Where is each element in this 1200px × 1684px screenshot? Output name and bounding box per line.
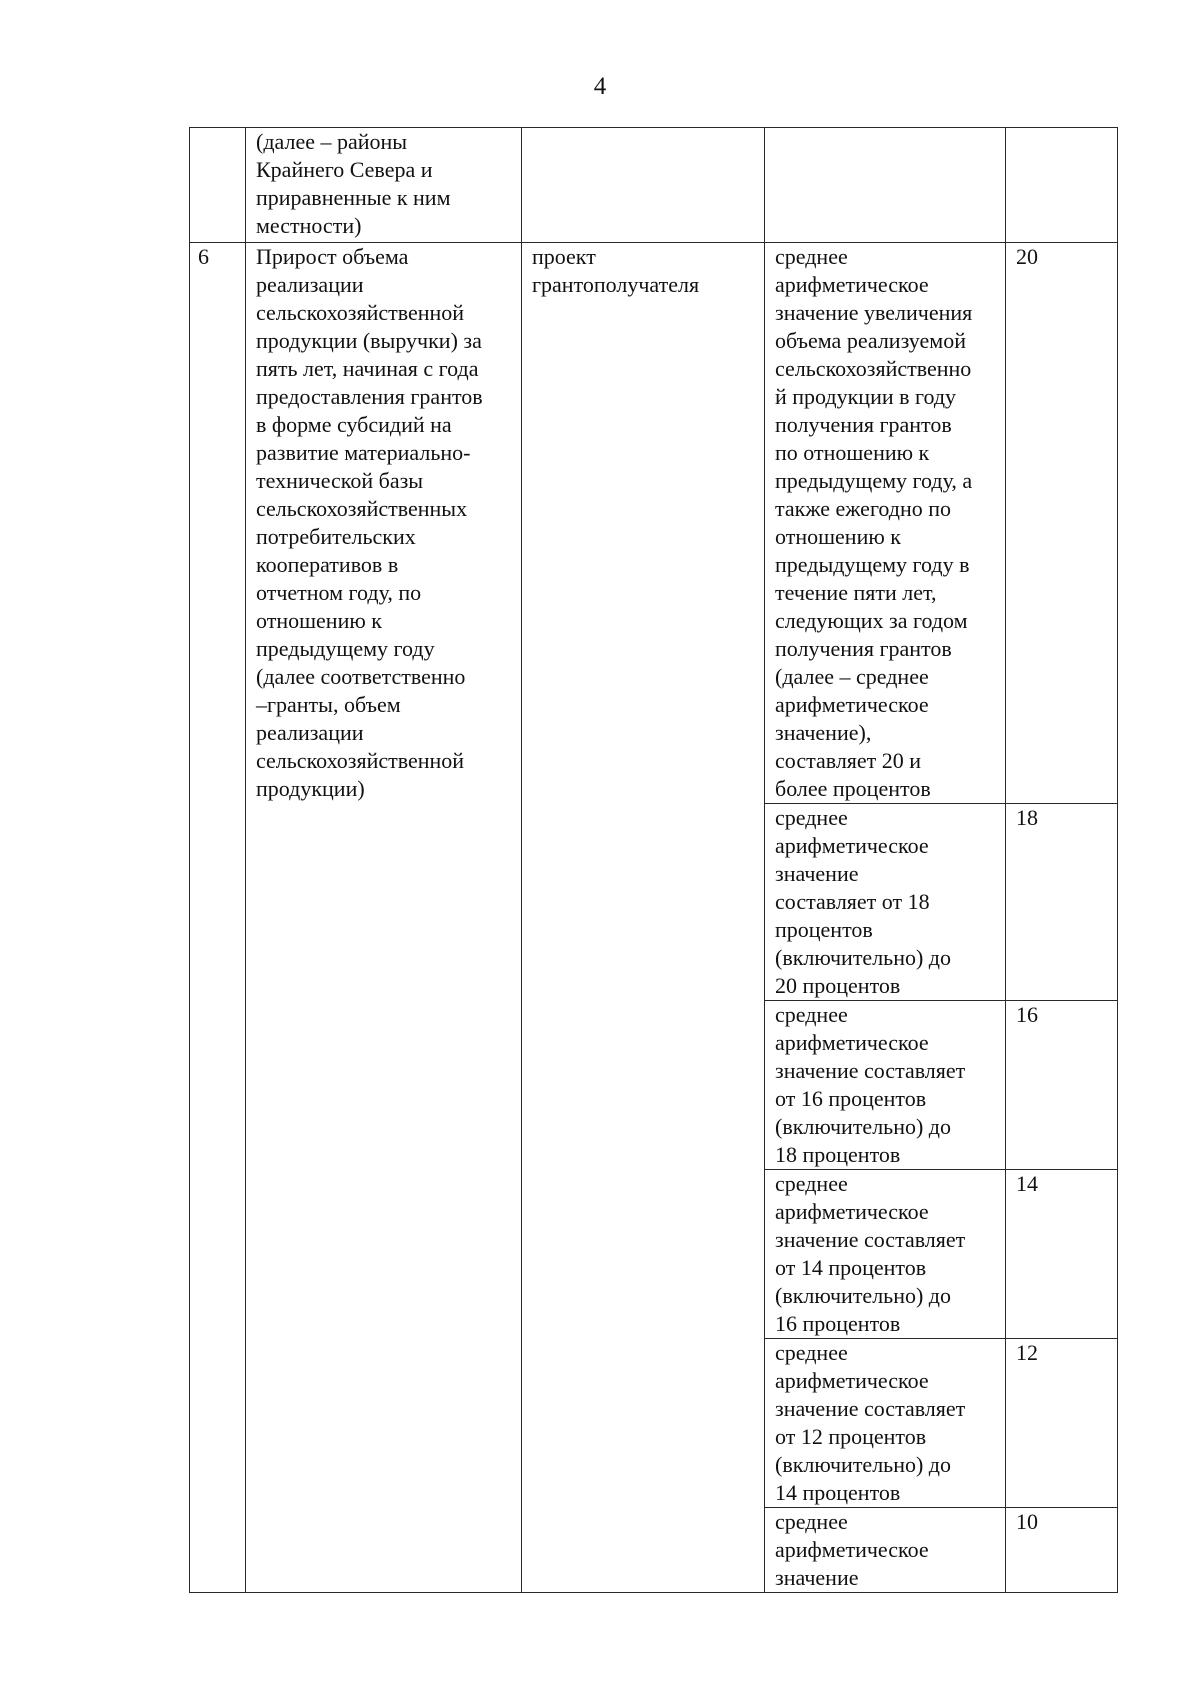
score-value: 16	[1016, 1002, 1038, 1027]
score-cell	[1006, 1001, 1118, 1170]
row-number: 6	[198, 244, 209, 269]
criterion-cell	[765, 128, 1006, 243]
criterion-cell	[765, 243, 1006, 804]
score-cell	[1006, 128, 1118, 243]
criterion-text: среднее арифметическое значение	[775, 1509, 929, 1590]
indicator-cell	[246, 243, 522, 1593]
score-cell	[1006, 1170, 1118, 1339]
criterion-cell	[765, 1170, 1006, 1339]
criteria-table	[189, 127, 1118, 1593]
score-cell	[1006, 243, 1118, 804]
indicator-cell	[246, 128, 522, 243]
criterion-text: среднее арифметическое значение составляет от 12 процентов (включительно) до 14 процентов	[775, 1340, 966, 1505]
criterion-text: среднее арифметическое значение составляет от 18 процентов (включительно) до 20 процентов	[775, 805, 951, 998]
indicator-text: (далее – районы Крайнего Севера и приравненные к ним местности)	[256, 129, 451, 238]
source-cell	[522, 128, 765, 243]
score-cell	[1006, 1508, 1118, 1593]
score-cell	[1006, 1339, 1118, 1508]
score-value: 20	[1016, 244, 1038, 269]
row-number-cell	[190, 128, 246, 243]
score-value: 18	[1016, 805, 1038, 830]
score-value: 14	[1016, 1171, 1038, 1196]
page-number: 4	[593, 73, 607, 100]
criterion-cell	[765, 1339, 1006, 1508]
source-text: проект грантополучателя	[532, 244, 700, 297]
criterion-cell	[765, 1001, 1006, 1170]
score-value: 10	[1016, 1509, 1038, 1534]
score-value: 12	[1016, 1340, 1038, 1365]
criterion-cell	[765, 1508, 1006, 1593]
row-number-cell	[190, 243, 246, 1593]
indicator-text: Прирост объема реализации сельскохозяйственной продукции (выручки) за пять лет, начиная с года предоставления грантов в форме субсидий на развитие материально- технической базы сельскохозяйственных потребительских кооперативов в отчетном году, по отношению к предыдущему году (далее соответственно –гранты, объем реализации сельскохозяйственной продукции)	[256, 244, 483, 801]
source-cell	[522, 243, 765, 1593]
table-row-6	[190, 243, 1118, 804]
score-cell	[1006, 804, 1118, 1001]
criterion-text: среднее арифметическое значение составляет от 16 процентов (включительно) до 18 процентов	[775, 1002, 966, 1167]
criterion-text: среднее арифметическое значение составляет от 14 процентов (включительно) до 16 процентов	[775, 1171, 966, 1336]
criterion-cell	[765, 804, 1006, 1001]
criterion-text: среднее арифметическое значение увеличения объема реализуемой сельскохозяйственно й продукции в году получения грантов по отношению к предыдущему году, а также ежегодно по отношению к предыдущему году в течение пяти лет, следующих за годом получения грантов (далее – среднее арифметическое значение), составляет 20 и более процентов	[775, 244, 973, 801]
table-row-continued	[190, 128, 1118, 243]
